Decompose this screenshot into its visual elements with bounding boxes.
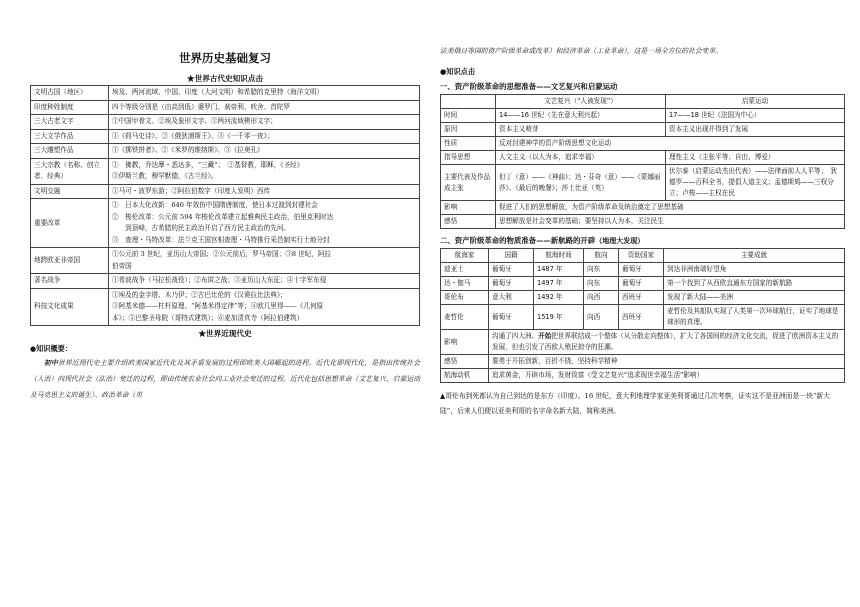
table-row	[441, 201, 845, 215]
table-row	[441, 263, 845, 277]
row-label: 重要改革	[31, 199, 109, 248]
continued-paragraph: 法美俄日等国的资产阶级革命或改革）和经济革命（工业革命），这是一场全方位的社会变革。	[440, 47, 723, 55]
ancient-history-table	[30, 85, 420, 326]
enlightenment-cell: 资本主义出现并得到了发展	[666, 123, 845, 137]
row-content	[109, 129, 420, 144]
left-column	[30, 0, 420, 403]
enlightenment-cell: 理性主义（主张平等、自由、博爱）	[666, 151, 845, 165]
table-header-row	[441, 249, 845, 263]
cell-name: 哥伦布	[441, 291, 489, 305]
column-header: 主要成就	[664, 249, 845, 263]
cell-nation: 葡萄牙	[489, 263, 534, 277]
cell-sponsor: 葡萄牙	[619, 263, 664, 277]
table-row	[31, 199, 420, 248]
row-content	[109, 158, 420, 184]
cell-result: 麦哲伦及其船队实现了人类第一次环球航行，证实了地球是球形的真理。	[664, 305, 845, 330]
row-label: 航海动机	[441, 369, 489, 383]
new-sea-routes-table	[440, 248, 845, 383]
table-row	[441, 137, 845, 151]
content-line: ③阿基米德——杠杆原理、“阿基米得定律”等；④欧几里得——《几何原	[112, 302, 324, 310]
column-header: 航海家	[441, 249, 489, 263]
content-line: 埃及、两河流域、中国、印度（大河文明）和希腊的克里特（海洋文明）	[112, 88, 323, 96]
cell-result: 到达非洲南端好望角	[664, 263, 845, 277]
column-header: 启蒙运动	[666, 95, 845, 109]
section2-heading: 二、资产阶级革命的物质准备——新航路的开辟（地理大发现）	[440, 236, 645, 245]
row-content	[489, 355, 845, 369]
cell-dir: 向西	[584, 291, 619, 305]
cell-year: 1519 年	[534, 305, 584, 330]
content-line: 四个等级分别是（由高到低）婆罗门、刹帝利、吠舍、首陀罗	[112, 102, 291, 111]
table-row	[441, 355, 845, 369]
row-content	[109, 184, 420, 199]
table-row	[441, 215, 845, 229]
table-row	[441, 369, 845, 383]
row-label: 科技文化成果	[31, 288, 109, 326]
content-line: 本》；⑤巴黎圣母院（哥特式建筑）；⑥麦加清真寺（阿拉伯建筑）	[112, 313, 304, 322]
content-line: ①埃及的金字塔、木乃伊；②古巴比伦的《汉谟拉比法典》；	[112, 290, 287, 299]
renaissance-cell: 资本主义萌芽	[496, 123, 666, 137]
columbus-note: ▲哥伦布到死都认为自己到达的是东方（印度）。16 世纪，意大利地理学家亚美利哥通过几次考察，证实这不是亚洲而是一块“新大陆”，后来人们便以亚美利哥的名字命名新大陆，简称美洲。	[440, 392, 830, 415]
knowledge-summary-label: ●知识概要：	[30, 344, 73, 353]
cell-year: 1487 年	[534, 263, 584, 277]
row-content: 促进了人们的思想解放，为资产阶级革命及统治奠定了思想基础	[496, 201, 845, 215]
row-label: 感悟	[441, 355, 489, 369]
row-label: 影响	[441, 330, 489, 355]
row-label: 原因	[441, 123, 496, 137]
content-line: ② 梭伦改革：公元前 594 年梭伦改革建立起雅典民主政治，伯里克利时达	[112, 212, 334, 221]
knowledge-point-label: ●知识点击	[440, 67, 476, 76]
table-row	[31, 144, 420, 159]
row-label: 感悟	[441, 215, 496, 229]
row-label: 三大古老文字	[31, 115, 109, 130]
column-header: 航向	[584, 249, 619, 263]
row-label: 地跨欧亚非帝国	[31, 248, 109, 274]
content-line: 伯帝国	[112, 261, 132, 270]
content-text: 追求黄金，开辟市场，发财致富（受文艺复兴“追求现世幸福生活”影响）	[492, 371, 704, 379]
table-row	[441, 305, 845, 330]
content-line: ①《掷铁饼者》、②《米罗的维纳斯》、③《拉奥孔》	[112, 146, 264, 154]
row-label: 影响	[441, 201, 496, 215]
table-row	[31, 288, 420, 326]
content-text: 要勇于开拓创新，百折不挠，坚持科学精神	[492, 357, 618, 365]
table-row	[441, 277, 845, 291]
page-title: 世界历史基础复习	[179, 51, 271, 65]
row-label: 著名战争	[31, 274, 109, 289]
row-label: 主要代表及作品成主张	[441, 165, 496, 201]
row-content	[489, 330, 845, 355]
content-text: 把世界联结成一个整体（从分散走向整体），扩大了各国间的经济文化交流，促进了欧洲资本主义的发展，但也引发了西欧人殖民掠夺的狂潮。	[492, 332, 839, 351]
table-row	[31, 115, 420, 130]
row-content	[109, 86, 420, 101]
table-row	[441, 291, 845, 305]
table-row	[441, 109, 845, 123]
cell-year: 1492 年	[534, 291, 584, 305]
cell-name: 麦哲伦	[441, 305, 489, 330]
row-content	[109, 274, 420, 289]
column-header: 资助国家	[619, 249, 664, 263]
content-line: ① 日本大化改新：646 年效仿中国隋唐制度，使日本过渡到封建社会	[112, 201, 318, 209]
column-header: 文艺复兴（“人被发现”）	[496, 95, 666, 109]
cell-sponsor: 西班牙	[619, 291, 664, 305]
column-header	[441, 95, 496, 109]
cell-nation: 葡萄牙	[489, 277, 534, 291]
table-row	[441, 151, 845, 165]
table-row	[31, 158, 420, 184]
cell-result: 第一个找到了从西欧直通东方国家的新航路	[664, 277, 845, 291]
row-label: 时间	[441, 109, 496, 123]
cell-result: 发现了新大陆——美洲	[664, 291, 845, 305]
ancient-history-heading: ★世界古代史知识点击	[187, 74, 263, 83]
content-line: ①中国甲骨文、②埃及象形文字、③两河流域楔形文字；	[112, 117, 277, 125]
table-row	[31, 86, 420, 101]
row-content	[109, 100, 420, 115]
renaissance-cell: 14——16 世纪（先在意大利兴起）	[496, 109, 666, 123]
row-content	[109, 199, 420, 248]
section1-heading: 一、资产阶级革命的思想准备——文艺复兴和启蒙运动	[440, 82, 618, 91]
cell-sponsor: 葡萄牙	[619, 277, 664, 291]
renaissance-cell: 人文主义（以人为本，追求幸福）	[496, 151, 666, 165]
renaissance-enlightenment-table	[440, 94, 845, 229]
modern-history-heading: ★世界近现代史	[198, 329, 252, 338]
table-row	[31, 184, 420, 199]
content-emphasis: 开始	[538, 332, 552, 340]
enlightenment-cell: 17——18 世纪（法国为中心）	[666, 109, 845, 123]
content-line: ①马可・波罗东游；②阿拉伯数字（印度人发明）西传	[112, 186, 271, 195]
cell-nation: 意大利	[489, 291, 534, 305]
column-header: 航海时间	[534, 249, 584, 263]
table-row	[441, 123, 845, 137]
row-content	[109, 248, 420, 274]
cell-name: 达・伽马	[441, 277, 489, 291]
row-label: 性质	[441, 137, 496, 151]
cell-sponsor: 西班牙	[619, 305, 664, 330]
cell-dir: 向东	[584, 263, 619, 277]
row-label: 三大文学作品	[31, 129, 109, 144]
table-row	[441, 165, 845, 201]
right-column	[440, 0, 845, 419]
row-content	[109, 144, 420, 159]
enlightenment-cell: 伏尔泰（启蒙运动杰出代表）——法律面前人人平等； 狄德罗——百科全书，提倡人道主义；孟德斯鸠——三权分立；卢梭——主权在民	[666, 165, 845, 201]
row-label: 指导思想	[441, 151, 496, 165]
row-content	[109, 115, 420, 130]
content-line: ①希波战争（马拉松战役）；②布匿之战；③亚历山大东征；④十字军东侵	[112, 276, 327, 284]
column-header: 国籍	[489, 249, 534, 263]
row-label: 三大雕塑作品	[31, 144, 109, 159]
table-header-row	[441, 95, 845, 109]
row-content	[109, 288, 420, 326]
table-row	[31, 248, 420, 274]
content-line: ③伊斯兰教，穆罕默德，《古兰经》。	[112, 172, 218, 180]
cell-dir: 向东	[584, 277, 619, 291]
row-label: 文明交融	[31, 184, 109, 199]
table-row	[31, 129, 420, 144]
content-line: ①《荷马史诗》、②《俄狄浦斯王》、③《一千零一夜》；	[112, 131, 274, 140]
content-line: 到顶峰，古希腊的民主政治开启了西方民主政治的先河。	[112, 224, 291, 232]
content-line: ① 佛教，乔达摩・悉达多，“三藏”； ②基督教，耶稣，《圣经》	[112, 160, 304, 169]
table-row	[441, 330, 845, 355]
bullet-dot-icon: ●	[30, 345, 37, 353]
row-content: 反对封建神学的资产阶级思想文化运动	[496, 137, 845, 151]
row-label: 文明古国（地区）	[31, 86, 109, 101]
cell-dir: 向西	[584, 305, 619, 330]
content-line: ③ 查理・马特改革：法兰克王国宫相查理・马特推行采邑制实行土地分封	[112, 235, 330, 244]
cell-name: 迪亚士	[441, 263, 489, 277]
table-row	[31, 274, 420, 289]
summary-paragraph: 初中世界近现代史主要介绍欧美国家近代化及其矛盾发展的过程即欧美大国崛起的进程。近代化即现代化，是指由传统社会（人治）向现代社会（法治）变迁的过程，即由传统农业社会向工业社会变迁的过程。近代化包括思想革命（文艺复兴、启蒙运动及马克思主义的诞生）、政治革命（英	[30, 359, 421, 399]
content-pre: 沟通了四大洲。	[492, 332, 539, 340]
row-label: 三大宗教（名称、创立者、经典）	[31, 158, 109, 184]
row-label: 印度种姓制度	[31, 100, 109, 115]
cell-nation: 葡萄牙	[489, 305, 534, 330]
row-content: 思想解放是社会变革的基础；要坚持以人为本，关注民生	[496, 215, 845, 229]
content-line: ①公元前 3 世纪，亚历山大帝国；②公元前后，罗马帝国；③8 世纪，阿拉	[112, 250, 332, 258]
table-row	[31, 100, 420, 115]
renaissance-cell: 但丁（意）——《神曲》；达・芬奇（意）——《蒙娜丽莎》、《最后的晚餐》；莎士比亚（英）	[496, 165, 666, 201]
row-content	[489, 369, 845, 383]
cell-year: 1497 年	[534, 277, 584, 291]
